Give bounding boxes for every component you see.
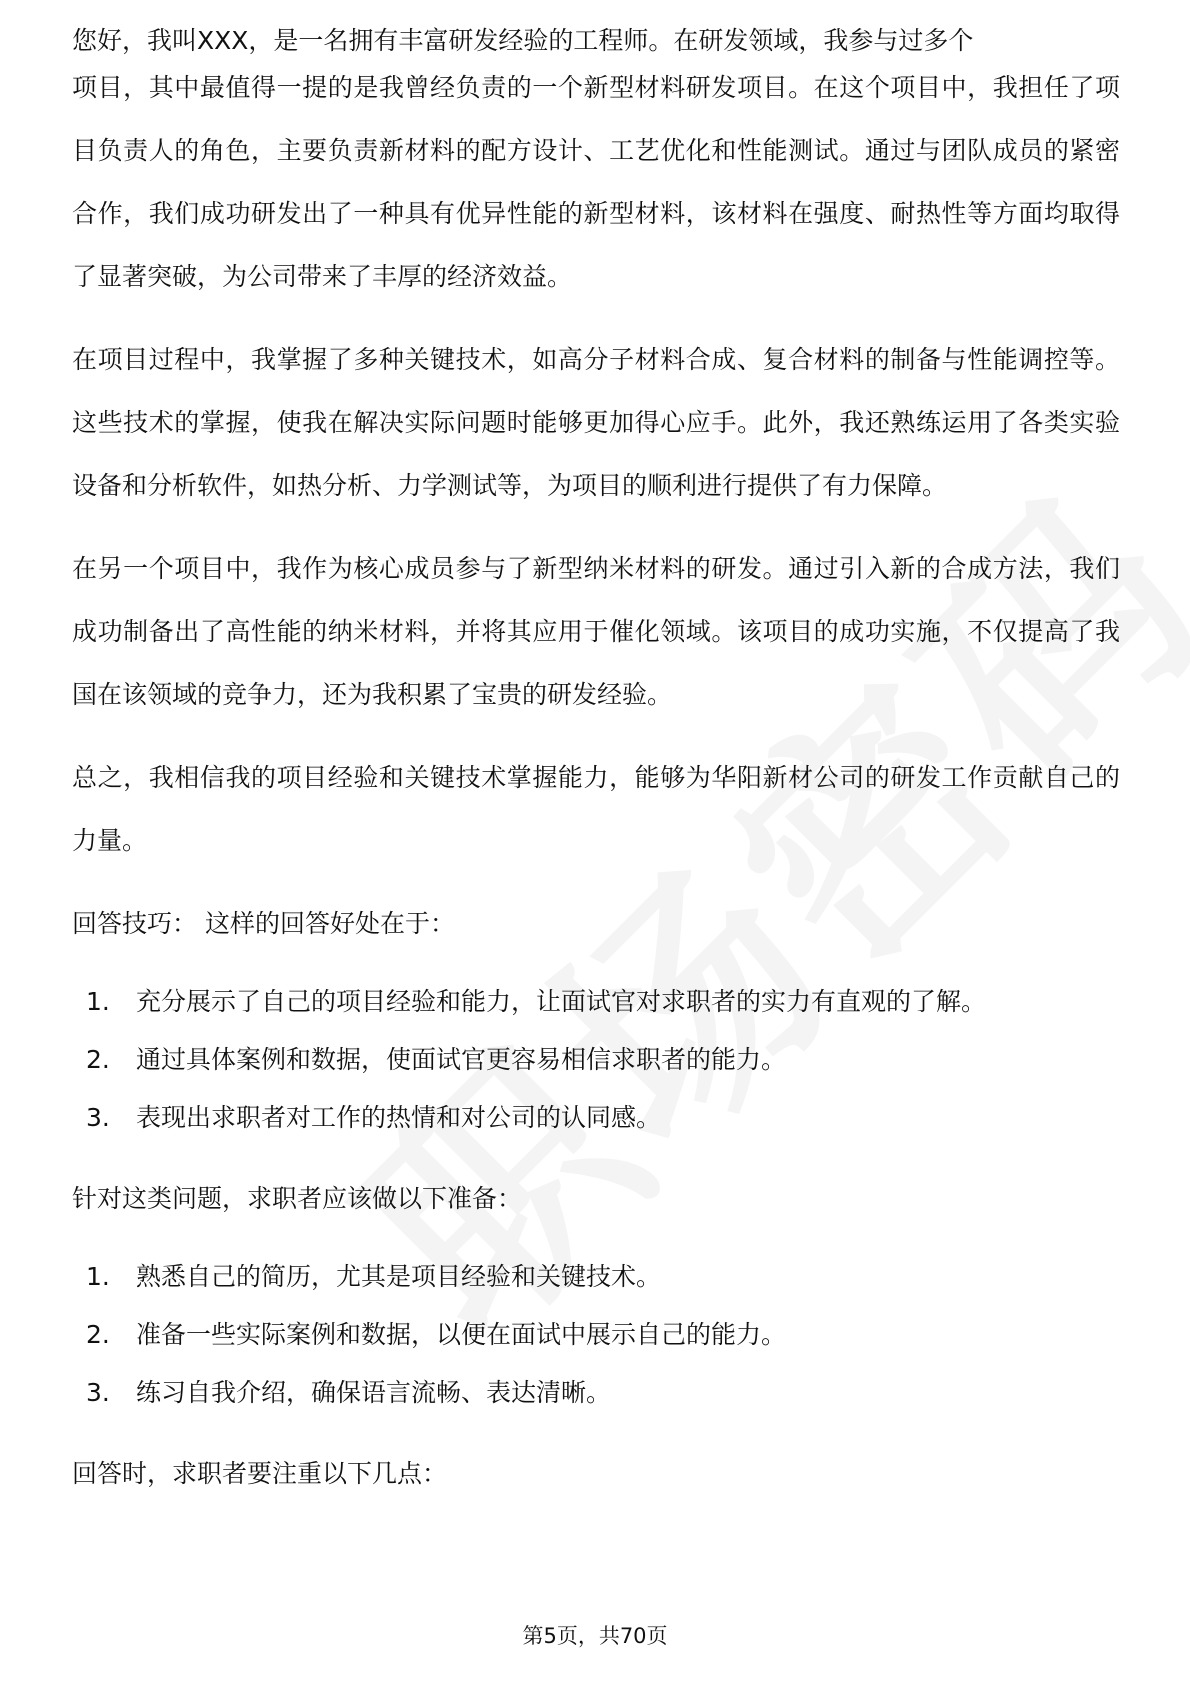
list-item-number: 1. <box>86 987 110 1016</box>
paragraph-conclusion: 总之，我相信我的项目经验和关键技术掌握能力，能够为华阳新材公司的研发工作贡献自己的力量。 <box>72 763 1120 855</box>
list-item-text: 通过具体案例和数据，使面试官更容易相信求职者的能力。 <box>136 1045 787 1074</box>
tips-list <box>72 973 1120 1147</box>
cut-off-top-line-text: 您好，我叫XXX，是一名拥有丰富研发经验的工程师。在研发领域，我参与过多个 <box>72 26 974 55</box>
list-item <box>72 1306 1120 1364</box>
answer-points-heading: 回答时，求职者要注重以下几点： <box>72 1459 448 1488</box>
list-item-text: 练习自我介绍，确保语言流畅、表达清晰。 <box>136 1378 612 1407</box>
list-item <box>72 1364 1120 1422</box>
list-item-text: 熟悉自己的简历，尤其是项目经验和关键技术。 <box>136 1262 662 1291</box>
paragraph-project-intro: 项目，其中最值得一提的是我曾经负责的一个新型材料研发项目。在这个项目中，我担任了项目负责人的角色，主要负责新材料的配方设计、工艺优化和性能测试。通过与团队成员的紧密合作，我们成功研发出了一种具有优异性能的新型材料，该材料在强度、耐热性等方面均取得了显著突破，为公司带来了丰厚的经济效益。 <box>72 73 1120 291</box>
cut-off-top-line <box>72 26 1120 56</box>
list-item-number: 3. <box>86 1103 110 1132</box>
preparation-heading: 针对这类问题，求职者应该做以下准备： <box>72 1184 523 1213</box>
list-item <box>72 973 1120 1031</box>
list-item-number: 2. <box>86 1045 110 1074</box>
list-item <box>72 1031 1120 1089</box>
preparation-list <box>72 1248 1120 1422</box>
page-number-footer: 第5页，共70页 <box>522 1624 668 1648</box>
paragraph-nano-project: 在另一个项目中，我作为核心成员参与了新型纳米材料的研发。通过引入新的合成方法，我们成功制备出了高性能的纳米材料，并将其应用于催化领域。该项目的成功实施，不仅提高了我国在该领域的竞争力，还为我积累了宝贵的研发经验。 <box>72 554 1120 709</box>
list-item <box>72 1089 1120 1147</box>
tips-heading: 回答技巧： 这样的回答好处在于： <box>72 909 455 938</box>
page-content <box>72 26 1120 1505</box>
list-item-text: 准备一些实际案例和数据，以便在面试中展示自己的能力。 <box>136 1320 787 1349</box>
list-item-number: 1. <box>86 1262 110 1291</box>
list-item <box>72 1248 1120 1306</box>
list-item-number: 3. <box>86 1378 110 1407</box>
list-item-text: 表现出求职者对工作的热情和对公司的认同感。 <box>136 1103 662 1132</box>
list-item-text: 充分展示了自己的项目经验和能力，让面试官对求职者的实力有直观的了解。 <box>136 987 987 1016</box>
list-item-number: 2. <box>86 1320 110 1349</box>
paragraph-key-technologies: 在项目过程中，我掌握了多种关键技术，如高分子材料合成、复合材料的制备与性能调控等。这些技术的掌握，使我在解决实际问题时能够更加得心应手。此外，我还熟练运用了各类实验设备和分析软件，如热分析、力学测试等，为项目的顺利进行提供了有力保障。 <box>72 345 1120 500</box>
